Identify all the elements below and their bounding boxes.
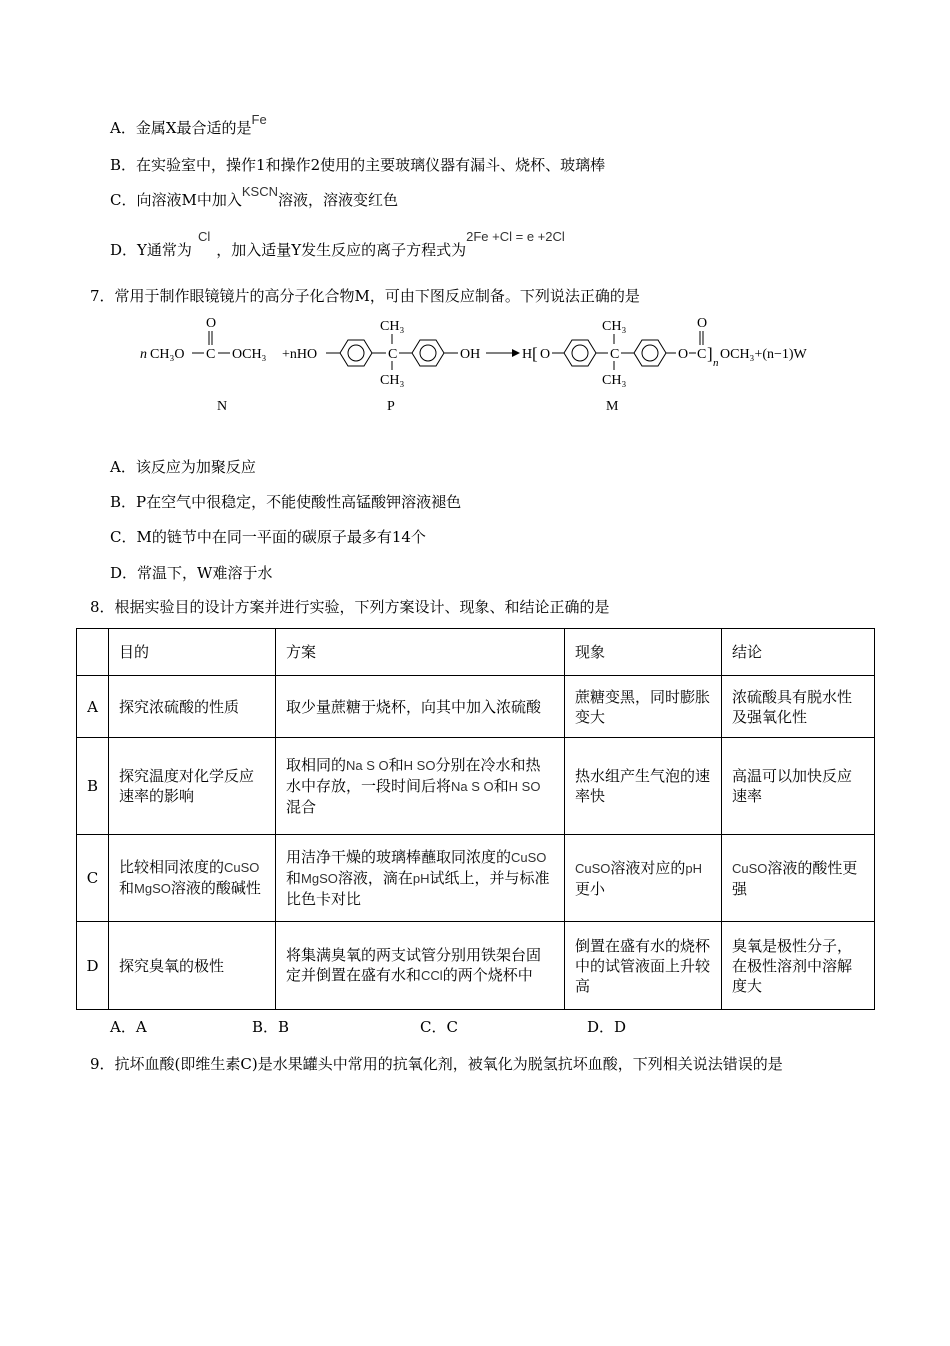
row-id: A <box>77 676 109 738</box>
row-id: C <box>77 835 109 922</box>
q6-option-b: B．在实验室中，操作1和操作2使用的主要玻璃仪器有漏斗、烧杯、玻璃棒 <box>110 156 606 174</box>
table-row <box>77 676 875 738</box>
row-conclusion: 浓硫酸具有脱水性及强氧化性 <box>722 676 875 738</box>
m-methyl-top: CH₃ <box>602 319 627 334</box>
n-left-group: CH₃O <box>150 347 185 362</box>
q7-option-c: C．M的链节中在同一平面的碳原子最多有14个 <box>110 528 426 546</box>
q6-option-a: A．金属X最合适的是Fe <box>110 112 267 137</box>
formula-fe: Fe <box>251 112 267 127</box>
label-m: M <box>606 399 619 414</box>
header-label <box>77 629 109 676</box>
p-oh: OH <box>460 347 481 362</box>
reaction-scheme <box>140 312 820 422</box>
m-ester-o: O <box>678 347 689 362</box>
header-phenomenon: 现象 <box>565 629 722 676</box>
formula: CuSO <box>511 850 547 865</box>
q7-stem: 7．常用于制作眼镜镜片的高分子化合物M，可由下图反应制备。下列说法正确的是 <box>90 287 640 305</box>
q8-stem: 8．根据实验目的设计方案并进行实验，下列方案设计、现象、和结论正确的是 <box>90 598 610 616</box>
p-quat-c: C <box>388 347 398 362</box>
p-methyl-bottom: CH₃ <box>380 373 405 388</box>
experiment-table <box>76 628 875 1010</box>
n-carbonyl-o: O <box>206 316 217 331</box>
row-phenomenon: 蔗糖变黑，同时膨胀变大 <box>565 676 722 738</box>
row-conclusion: CuSO溶液的酸性更强 <box>722 835 875 922</box>
row-plan: 用洁净干燥的玻璃棒蘸取同浓度的CuSO和MgSO溶液，滴在pH试纸上，并与标准比色卡对比 <box>276 835 565 922</box>
m-subscript-n: n <box>713 357 719 369</box>
table-row <box>77 738 875 835</box>
q8-answer-d: D．D <box>587 1018 627 1036</box>
row-phenomenon: 倒置在盛有水的烧杯中的试管液面上升较高 <box>565 922 722 1010</box>
formula: CuSO <box>732 860 768 876</box>
m-carbonyl-o: O <box>697 316 708 331</box>
formula: pH <box>412 871 430 886</box>
formula: pH <box>685 860 703 876</box>
formula: Na S O <box>346 758 389 773</box>
row-conclusion: 臭氧是极性分子，在极性溶剂中溶解度大 <box>722 922 875 1010</box>
svg-text:[: [ <box>532 344 538 363</box>
q8-answer-c: C．C <box>420 1018 458 1036</box>
formula-kscn: KSCN <box>241 184 278 199</box>
header-purpose: 目的 <box>109 629 276 676</box>
m-methyl-bottom: CH₃ <box>602 373 627 388</box>
label-n: N <box>217 399 228 414</box>
q7-option-b: B．P在空气中很稳定，不能使酸性高锰酸钾溶液褪色 <box>110 493 462 511</box>
table-row <box>77 835 875 922</box>
label-p: P <box>387 399 395 414</box>
row-id: D <box>77 922 109 1010</box>
formula: CuSO <box>575 860 611 876</box>
m-carbonyl-c: C <box>697 347 707 362</box>
row-plan: 取相同的Na S O和H SO分别在冷水和热水中存放，一段时间后将Na S O和H SO混合 <box>276 738 565 835</box>
formula: CuSO <box>224 860 260 875</box>
m-o: O <box>540 347 551 362</box>
n-carbonyl-c: C <box>206 347 216 362</box>
formula: MgSO <box>134 881 171 896</box>
m-quat-c: C <box>610 347 620 362</box>
header-plan: 方案 <box>276 629 565 676</box>
row-conclusion: 高温可以加快反应速率 <box>722 738 875 835</box>
row-purpose: 探究温度对化学反应速率的影响 <box>109 738 276 835</box>
m-h: H <box>522 347 533 362</box>
row-phenomenon: 热水组产生气泡的速率快 <box>565 738 722 835</box>
q8-answer-a: A．A <box>110 1018 147 1036</box>
row-id: B <box>77 738 109 835</box>
m-end-group: OCH₃+(n−1)W <box>720 347 807 362</box>
formula: H SO <box>508 779 541 794</box>
svg-text:]: ] <box>707 344 713 363</box>
row-purpose: 探究臭氧的极性 <box>109 922 276 1010</box>
row-plan: 将集满臭氧的两支试管分别用铁架台固定并倒置在盛有水和CCl的两个烧杯中 <box>276 922 565 1010</box>
formula-cl: Cl <box>197 229 211 244</box>
q9-stem: 9．抗坏血酸(即维生素C)是水果罐头中常用的抗氧化剂，被氧化为脱氢抗坏血酸，下列相关说法错误的是 <box>90 1055 783 1073</box>
q6-option-d: D．Y通常为Cl，加入适量Y发生反应的离子方程式为2Fe +Cl = e +2Cl <box>110 229 565 259</box>
p-methyl-top: CH₃ <box>380 319 405 334</box>
table-header-row <box>77 629 875 676</box>
n-right-group: OCH₃ <box>232 347 267 362</box>
formula: H SO <box>403 758 436 773</box>
row-phenomenon: CuSO溶液对应的pH更小 <box>565 835 722 922</box>
row-purpose: 比较相同浓度的CuSO和MgSO溶液的酸碱性 <box>109 835 276 922</box>
plus-n-ho: +nHO <box>282 347 318 362</box>
ionic-equation: 2Fe +Cl = e +2Cl <box>466 229 565 244</box>
formula: Na S O <box>451 779 494 794</box>
q7-option-d: D．常温下，W难溶于水 <box>110 564 273 582</box>
q8-answer-b: B．B <box>252 1018 290 1036</box>
formula: CCl <box>421 968 443 983</box>
row-plan: 取少量蔗糖于烧杯，向其中加入浓硫酸 <box>276 676 565 738</box>
header-conclusion: 结论 <box>722 629 875 676</box>
coef-n: n <box>140 347 147 362</box>
row-purpose: 探究浓硫酸的性质 <box>109 676 276 738</box>
table-row <box>77 922 875 1010</box>
q6-option-c: C．向溶液M中加入KSCN溶液，溶液变红色 <box>110 184 398 209</box>
formula: MgSO <box>301 871 338 886</box>
q7-option-a: A．该反应为加聚反应 <box>110 458 256 476</box>
